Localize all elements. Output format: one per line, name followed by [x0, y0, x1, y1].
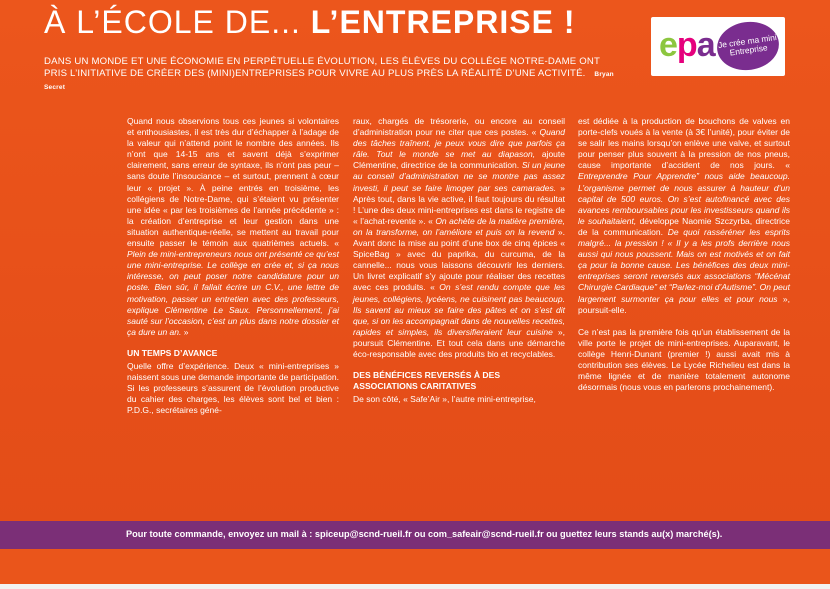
quote-run: De quoi rasséréner les esprits malgré... la pression ! « Il y a les profs derrière nous aussi qui nous poussent. Mais on est motivés et on fait ça pour la bonne cause. Les bénéfices des deux mini-entreprises seront reversés aux associations “Mécénat Chirurgie Cardiaque” et “Parlez-moi d’Autisme”. On peut largement surmonter ça pour elles et pour nous	[578, 226, 790, 304]
intro-lede	[44, 56, 624, 94]
epa-wordmark	[659, 26, 715, 64]
logo-tagline-badge	[714, 18, 782, 74]
text-run: est dédiée à la production de bouchons de valves en porte-clefs voués à la vente (à 3€ l’unité), pour éviter de se salir les mains lorsqu’on enlève une valve, et surtout pour penser plus souvent à la pression de nos pneus, cause importante d’accident de nos jours. «	[578, 116, 790, 171]
page-title	[44, 4, 575, 41]
article-body	[123, 116, 803, 516]
paragraph	[578, 116, 790, 316]
quote-run: Quand des tâches traînent, je peux vous dire que parfois ça râle. Tout le monde se met au diapason,	[353, 127, 565, 160]
logo-tagline: Je crée ma mini Entreprise	[717, 31, 778, 58]
scan-edge	[0, 584, 830, 589]
section-heading: UN TEMPS D’AVANCE	[127, 347, 218, 358]
text-run: »	[181, 326, 189, 337]
text-run: », poursuit Clémentine. Et tout cela dans une démarche éco-responsable avec des produits bio et recyclables.	[353, 326, 565, 359]
text-run: Quand nous observions tous ces jeunes si volontaires et enthousiastes, il est très dur d’échapper à l’adage de la valeur qui n’attend point le nombre des années. Ils n’ont que 14-15 ans et savent déjà s’exprimer clairement, sans erreur de syntaxe, ils n’ont pas peur – sans doute l’insouciance – et surtout, prennent à cœur leur « projet ». À peine entrés en troisième, les collégiens de Notre-Dame, qui s’étaient vu présenter une idée « par les troisièmes de l’année précédente » : la création d’entreprise et leur gestion dans une situation authentique-réelle, se mettent au travail pour ensuite passer le témoin aux quatrièmes actuels. «	[127, 116, 339, 249]
logo-letter-a: a	[696, 26, 715, 64]
section-heading: DES BÉNÉFICES REVERSÉS À DES ASSOCIATIONS CARITATIVES	[353, 370, 501, 392]
article-column-3	[578, 116, 790, 393]
article-column-1	[127, 116, 339, 416]
paragraph: Ce n’est pas la première fois qu’un établissement de la ville porte le projet de mini-entreprises. Auparavant, le collège Henri-Dunant (premier !) aussi avait mis à contribution ses élèves. Le Lycée Richelieu est dans la même lignée et de manière totalement autonome désormais (nous vous en parlerons prochainement).	[578, 326, 790, 393]
logo-letter-p: p	[676, 26, 697, 64]
order-info-text: Pour toute commande, envoyez un mail à : spiceup@scnd-rueil.fr ou com_safeair@scnd-rueil.fr ou guettez leurs stands au(x) marché(s).	[126, 529, 723, 539]
intro-text: DANS UN MONDE ET UNE ÉCONOMIE EN PERPÉTUELLE ÉVOLUTION, LES ÉLÈVES DU COLLÈGE NOTRE-DAME ONT PRIS L’INITIATIVE DE CRÉER DES (MINI)ENTREPRISES POUR VIVRE AU PLUS PRÈS LA RÉALITÉ D’UNE ACTIVITÉ.	[44, 56, 600, 79]
text-run: ». Avant donc la mise au point d’une box de cinq épices « SpiceBag » avec du paprika, du curcuma, de la cannelle... nous vous laissons découvrir les derniers. Un livret explicatif s’y ajoute pour réaliser des recettes avec ces produits. «	[353, 226, 565, 293]
text-run: » Après tout, dans la vie active, il faut toujours du résultat ! L’une des deux mini-entreprises est dans le registre de « l’achat-revente ». «	[353, 182, 565, 226]
quote-run: Si un jeune au conseil d’administration ne se montre pas assez investi, il peut se faire limoger par ses camarades.	[353, 160, 565, 193]
quote-run: Entreprendre Pour Apprendre” nous aide beaucoup. L’organisme permet de nous assurer à hauteur d’un capital de 500 euros. On s’est autofinancé avec des avances remboursables pour les investisseurs quand ils le souhaitaient,	[578, 171, 790, 226]
logo-letter-e: e	[659, 26, 677, 64]
paragraph	[353, 116, 565, 360]
text-run: », poursuit-elle.	[578, 293, 790, 315]
paragraph: De son côté, « Safe’Air », l’autre mini-entreprise,	[353, 394, 536, 405]
title-part-1: À L’ÉCOLE DE...	[44, 4, 311, 40]
quote-run: On achète de la matière première, on la transforme, on l’améliore et puis on la revend	[353, 215, 565, 237]
order-banner	[0, 521, 830, 549]
article-column-2	[353, 116, 565, 405]
paragraph	[127, 116, 339, 338]
text-run: raux, chargés de trésorerie, ou encore au conseil d’administration pour ne citer que ces postes. «	[353, 116, 565, 138]
quote-run: On s’est rendu compte que les jeunes, collégiens, lycéens, ne cuisinent pas beaucoup. Ils savent au mieux se faire des pâtes et on s’est dit que, si on les accompagnait dans de nouvelles recettes, rapides et simples, ils diversifieraient leur cuisine	[353, 282, 565, 337]
text-run: développe Naomie Szczyrba, directrice de la communication.	[578, 215, 791, 237]
page-bottom-strip	[0, 549, 830, 589]
paragraph: Quelle offre d’expérience. Deux « mini-entreprises » naissent sous une demande importante de participation. Si les professeurs s’assurent de l’évolution productive du cahier des charges, les élèves sont bel et bien : P.D.G., secrétaires géné-	[127, 360, 339, 416]
text-run: ajoute Clémentine, directrice de la communication.	[353, 149, 565, 171]
author-credit: Bryan Secret	[44, 71, 614, 91]
epa-logo	[651, 17, 785, 76]
quote-run: Plein de mini-entrepreneurs nous ont présenté ce qu’est une mini-entreprise. Le collège en crée et, si ça nous intéresse, on peut poser notre candidature pour un poste. Bien sûr, il fallait écrire un C.V., une lettre de motivation, passer un entretien avec des professeurs, explique Clémentine Le Saux. Personnellement, j’ai sauté sur l’occasion, c’est un plus dans notre dossier et ça dure un an.	[127, 249, 339, 337]
title-part-2: L’ENTREPRISE !	[310, 4, 576, 40]
